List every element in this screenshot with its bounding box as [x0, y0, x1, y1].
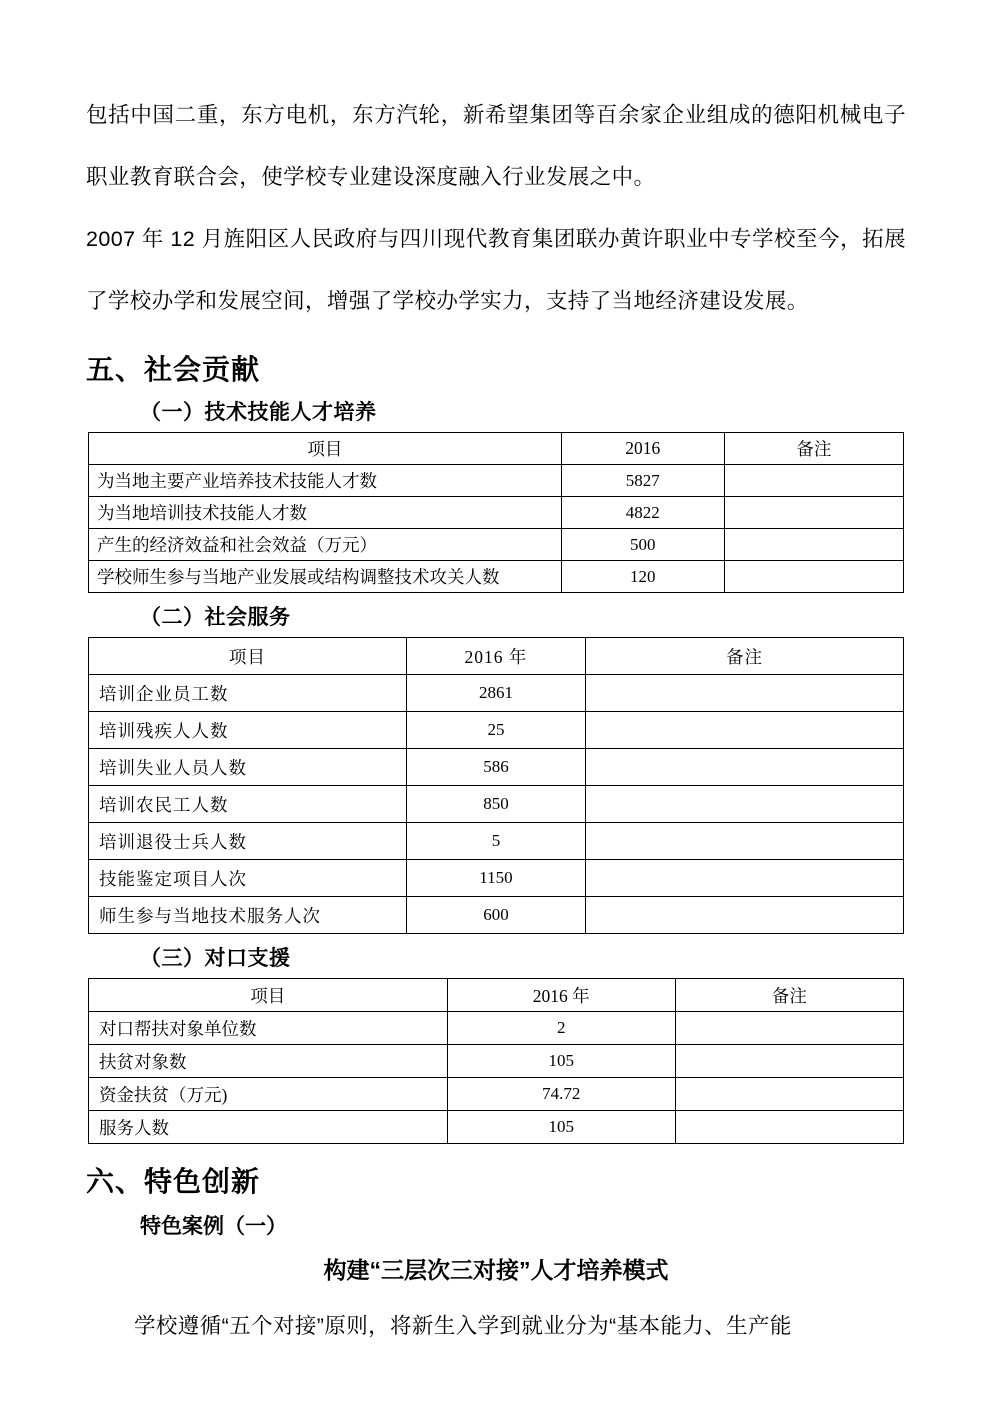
table2-cell-item: 技能鉴定项目人次	[89, 860, 407, 897]
table-row	[89, 860, 904, 897]
table3-cell-value: 105	[447, 1045, 675, 1078]
table-row	[89, 786, 904, 823]
table3-cell-note	[675, 1078, 903, 1111]
table3-cell-item: 资金扶贫（万元)	[89, 1078, 448, 1111]
table3-cell-note	[675, 1012, 903, 1045]
table1-cell-note	[724, 529, 903, 561]
table-row	[89, 465, 904, 497]
table-row	[89, 749, 904, 786]
table1-cell-value: 120	[561, 561, 724, 593]
table3-cell-item: 服务人数	[89, 1111, 448, 1144]
table-header-row	[89, 979, 904, 1012]
table2-cell-value: 25	[406, 712, 585, 749]
table2-header-year: 2016 年	[406, 638, 585, 675]
table3-header-item: 项目	[89, 979, 448, 1012]
table-row	[89, 712, 904, 749]
table2-cell-item: 培训企业员工数	[89, 675, 407, 712]
table1-cell-note	[724, 465, 903, 497]
table2-cell-item: 培训农民工人数	[89, 786, 407, 823]
table2-cell-value: 5	[406, 823, 585, 860]
paragraph-2: 2007 年 12 月旌阳区人民政府与四川现代教育集团联办黄许职业中专学校至今，拓展了学校办学和发展空间，增强了学校办学实力，支持了当地经济建设发展。	[86, 227, 906, 313]
heading-section-five: 五、社会贡献	[86, 354, 261, 385]
table2-cell-note	[586, 823, 904, 860]
table-talent-training	[88, 432, 904, 593]
table1-cell-item: 学校师生参与当地产业发展或结构调整技术攻关人数	[89, 561, 562, 593]
table1-cell-note	[724, 497, 903, 529]
table2-cell-value: 1150	[406, 860, 585, 897]
table-row	[89, 1012, 904, 1045]
table-row	[89, 1078, 904, 1111]
table1-cell-item: 为当地主要产业培养技术技能人才数	[89, 465, 562, 497]
table2-cell-item: 师生参与当地技术服务人次	[89, 897, 407, 934]
table-social-service	[88, 637, 904, 934]
table1-cell-value: 4822	[561, 497, 724, 529]
table3-cell-note	[675, 1111, 903, 1144]
table1-header-note: 备注	[724, 433, 903, 465]
table2-cell-value: 2861	[406, 675, 585, 712]
table-row	[89, 561, 904, 593]
table-header-row	[89, 433, 904, 465]
table2-cell-item: 培训残疾人人数	[89, 712, 407, 749]
table2-cell-value: 600	[406, 897, 585, 934]
table-row	[89, 497, 904, 529]
table1-header-year: 2016	[561, 433, 724, 465]
table2-header-note: 备注	[586, 638, 904, 675]
table2-cell-note	[586, 897, 904, 934]
paragraph-1: 包括中国二重，东方电机，东方汽轮，新希望集团等百余家企业组成的德阳机械电子职业教育联合会，使学校专业建设深度融入行业发展之中。	[86, 103, 906, 189]
table-row	[89, 1045, 904, 1078]
heading-section-six: 六、特色创新	[86, 1166, 261, 1197]
table-row	[89, 897, 904, 934]
table2-header-item: 项目	[89, 638, 407, 675]
table2-cell-note	[586, 860, 904, 897]
table2-cell-note	[586, 712, 904, 749]
table-counterpart-support	[88, 978, 904, 1144]
table3-cell-note	[675, 1045, 903, 1078]
paragraph-case: 学校遵循“五个对接”原则，将新生入学到就业分为“基本能力、生产能	[134, 1314, 792, 1338]
table1-cell-item: 产生的经济效益和社会效益（万元）	[89, 529, 562, 561]
table2-cell-item: 培训失业人员人数	[89, 749, 407, 786]
table1-header-item: 项目	[89, 433, 562, 465]
table1-cell-value: 500	[561, 529, 724, 561]
table-row	[89, 1111, 904, 1144]
table2-cell-value: 586	[406, 749, 585, 786]
table3-cell-value: 2	[447, 1012, 675, 1045]
table1-cell-note	[724, 561, 903, 593]
table1-cell-value: 5827	[561, 465, 724, 497]
heading-case-label: 特色案例（一）	[140, 1215, 287, 1238]
table2-cell-value: 850	[406, 786, 585, 823]
table1-cell-item: 为当地培训技术技能人才数	[89, 497, 562, 529]
table-row	[89, 529, 904, 561]
table-two-wrapper	[86, 637, 906, 934]
table2-cell-note	[586, 749, 904, 786]
table3-header-note: 备注	[675, 979, 903, 1012]
table-row	[89, 823, 904, 860]
table2-cell-note	[586, 675, 904, 712]
table3-cell-value: 105	[447, 1111, 675, 1144]
heading-subsection-one: （一）技术技能人才培养	[140, 401, 377, 424]
table-row	[89, 675, 904, 712]
table-one-wrapper	[86, 432, 906, 593]
table3-cell-item: 对口帮扶对象单位数	[89, 1012, 448, 1045]
table2-cell-note	[586, 786, 904, 823]
table2-cell-item: 培训退役士兵人数	[89, 823, 407, 860]
table-header-row	[89, 638, 904, 675]
table3-header-year: 2016 年	[447, 979, 675, 1012]
heading-subsection-two: （二）社会服务	[140, 606, 291, 629]
table-three-wrapper	[86, 978, 906, 1144]
table3-cell-value: 74.72	[447, 1078, 675, 1111]
heading-subsection-three: （三）对口支援	[140, 947, 291, 970]
table3-cell-item: 扶贫对象数	[89, 1045, 448, 1078]
heading-case-title: 构建“三层次三对接”人才培养模式	[323, 1257, 669, 1283]
